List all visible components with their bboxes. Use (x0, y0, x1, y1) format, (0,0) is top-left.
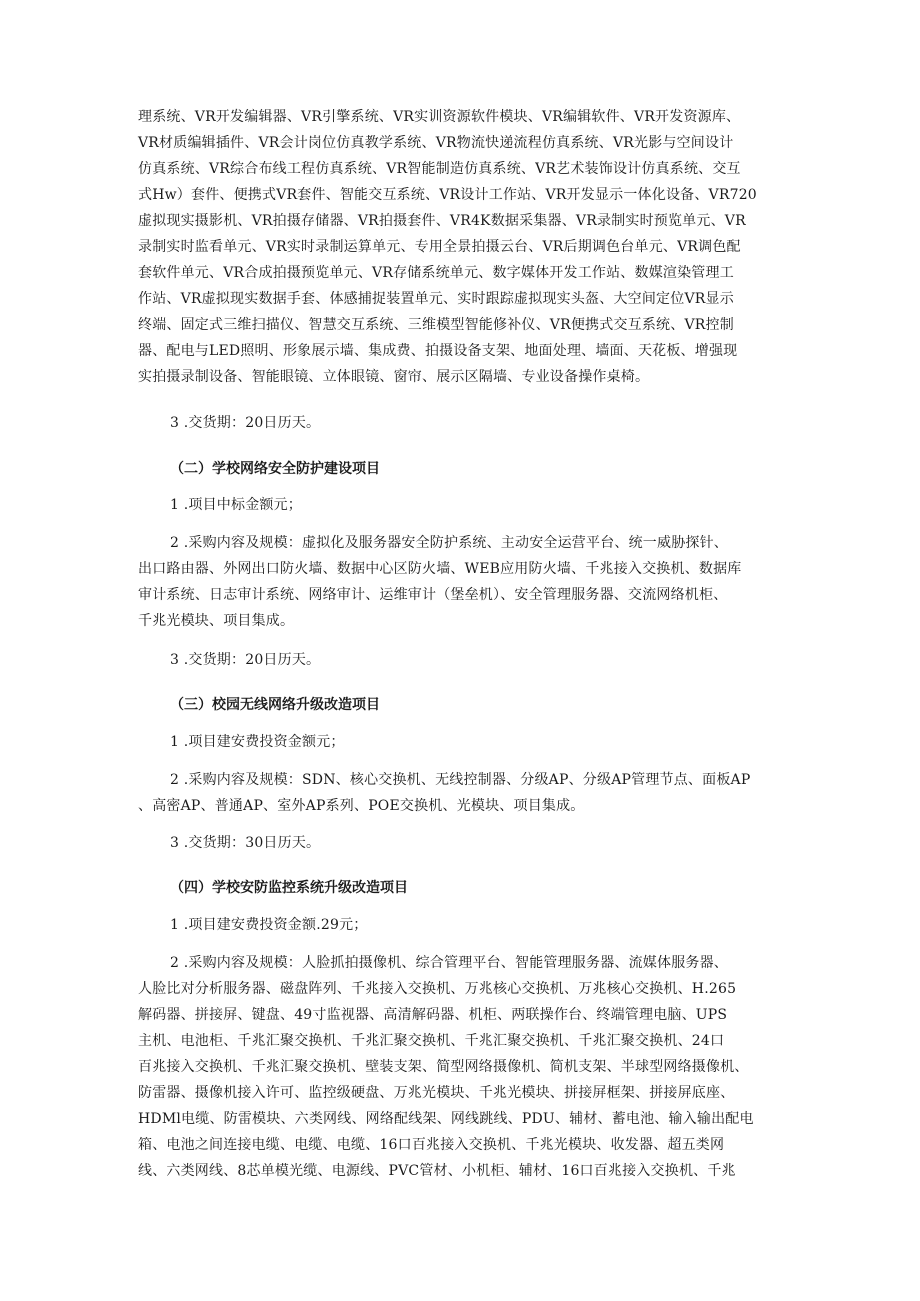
delivery-period: 3 .交货期：30日历天。 (170, 835, 321, 851)
section4-scope (138, 950, 790, 1184)
text-line: 防雷器、摄像机接入许可、监控级硬盘、万兆光模块、千兆光模块、拼接屏框架、拼接屏底座、 (138, 1085, 735, 1101)
bid-amount: 1 .项目中标金额元； (170, 497, 303, 513)
section-heading: （三）校园无线网络升级改造项目 (170, 697, 380, 713)
text-line: 实拍摄录制设备、智能眼镜、立体眼镜、窗帘、展示区隔墙、专业设备操作桌椅。 (138, 369, 650, 385)
section2-scope (138, 530, 790, 634)
text-line: 出口路由器、外网出口防火墙、数据中心区防火墙、WEB应用防火墙、千兆接入交换机、数据库 (138, 561, 742, 577)
text-line: HDMl电缆、防雷模块、六类网线、网络配线架、网线跳线、PDU、辅材、蓄电池、输入输出配电 (138, 1111, 754, 1127)
text-line: 百兆接入交换机、千兆汇聚交换机、壁装支架、简型网络摄像机、简机支架、半球型网络摄像机、 (138, 1059, 749, 1075)
text-line: 千兆光模块、项目集成。 (138, 613, 295, 629)
investment-amount: 1 .项目建安费投资金额.29元； (170, 917, 368, 933)
text-line: 作站、VR虚拟现实数据手套、体感捕捉装置单元、实时跟踪虚拟现实头盔、大空间定位VR显示 (138, 291, 734, 307)
text-line: 式Hw）套件、便携式VR套件、智能交互系统、VR设计工作站、VR开发显示一体化设备、VR720 (138, 187, 757, 203)
section1-body (138, 104, 790, 390)
section3-scope (138, 767, 790, 819)
text-line: VR材质编辑插件、VR会计岗位仿真教学系统、VR物流快递流程仿真系统、VR光影与空间设计 (138, 135, 734, 151)
text-line: 主机、电池柜、千兆汇聚交换机、千兆汇聚交换机、千兆汇聚交换机、千兆汇聚交换机、24口 (138, 1033, 725, 1049)
section-heading: （四）学校安防监控系统升级改造项目 (170, 880, 408, 896)
text-line: 套软件单元、VR合成拍摄预览单元、VR存储系统单元、数字媒体开发工作站、数媒渲染管理工 (138, 265, 734, 281)
text-line: 终端、固定式三维扫描仪、智慧交互系统、三维模型智能修补仪、VR便携式交互系统、VR控制 (138, 317, 734, 333)
text-line: 2 .采购内容及规模：虚拟化及服务器安全防护系统、主动安全运营平台、统一威胁探针、 (170, 535, 729, 551)
delivery-period: 3 .交货期：20日历天。 (170, 652, 321, 668)
text-line: 2 .采购内容及规模：SDN、核心交换机、无线控制器、分级AP、分级AP管理节点、面板AP (170, 772, 751, 788)
investment-amount: 1 .项目建安费投资金额元； (170, 734, 345, 750)
text-line: 线、六类网线、8芯单模光缆、电源线、PVC管材、小机柜、辅材、16口百兆接入交换机、千兆 (138, 1163, 736, 1179)
text-line: 理系统、VR开发编辑器、VR引擎系统、VR实训资源软件模块、VR编辑软件、VR开发资源库、 (138, 109, 741, 125)
text-line: 录制实时监看单元、VR实时录制运算单元、专用全景拍摄云台、VR后期调色台单元、VR调色配 (138, 239, 741, 255)
text-line: 人脸比对分析服务器、磁盘阵列、千兆接入交换机、万兆核心交换机、万兆核心交换机、H.265 (138, 981, 737, 997)
text-line: 虚拟现实摄影机、VR拍摄存储器、VR拍摄套件、VR4K数据采集器、VR录制实时预览单元、VR (138, 213, 746, 229)
text-line: 审计系统、日志审计系统、网络审计、运维审计（堡垒机）、安全管理服务器、交流网络机柜、 (138, 587, 728, 603)
text-line: 、高密AP、普通AP、室外AP系列、POE交换机、光模块、项目集成。 (138, 798, 585, 814)
text-line: 仿真系统、VR综合布线工程仿真系统、VR智能制造仿真系统、VR艺术装饰设计仿真系统、交互 (138, 161, 741, 177)
text-line: 器、配电与LED照明、形象展示墙、集成费、拍摄设备支架、地面处理、墙面、天花板、增强现 (138, 343, 738, 359)
text-line: 箱、电池之间连接电缆、电缆、电缆、16口百兆接入交换机、千兆光模块、收发器、超五类网 (138, 1137, 725, 1153)
section-heading: （二）学校网络安全防护建设项目 (170, 461, 380, 477)
text-line: 2 .采购内容及规模：人脸抓拍摄像机、综合管理平台、智能管理服务器、流媒体服务器、 (170, 955, 729, 971)
delivery-period: 3 .交货期：20日历天。 (170, 415, 321, 431)
text-line: 解码器、拼接屏、键盘、49寸监视器、高清解码器、机柜、两联操作台、终端管理电脑、UPS (138, 1007, 728, 1023)
